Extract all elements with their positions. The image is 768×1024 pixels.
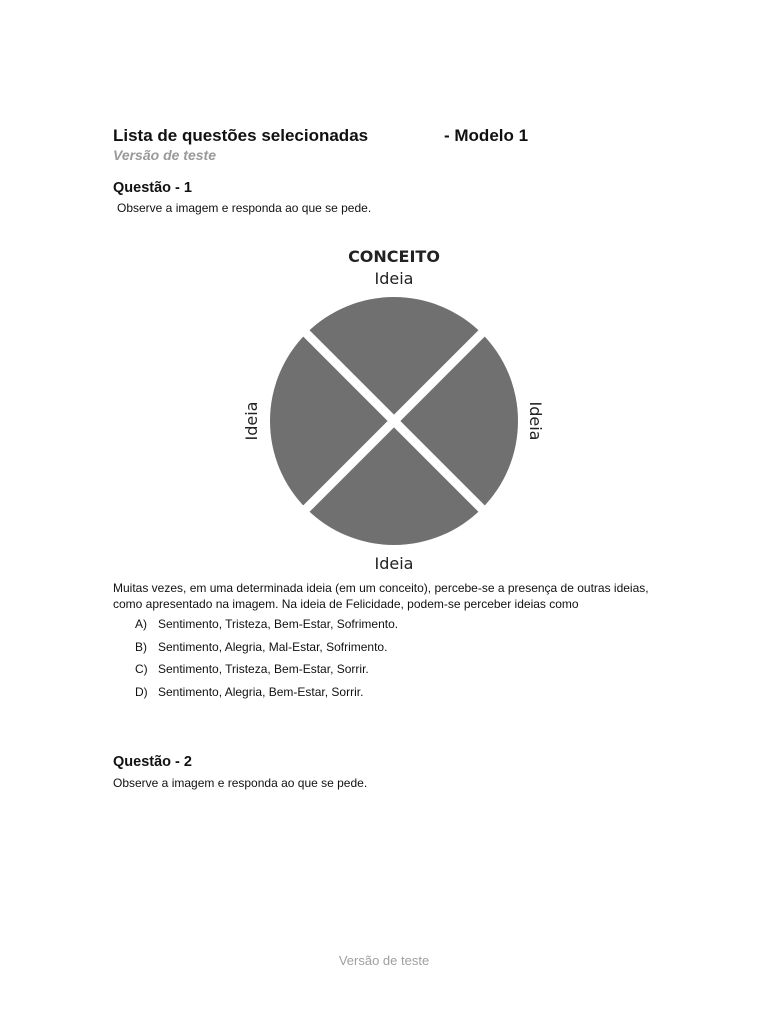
option-letter: D) bbox=[135, 684, 148, 699]
question-2-title: Questão - 2 bbox=[113, 754, 192, 770]
diagram-heading: CONCEITO bbox=[348, 247, 440, 266]
option-text: Sentimento, Alegria, Bem-Estar, Sorrir. bbox=[158, 684, 364, 699]
concept-diagram bbox=[230, 236, 550, 576]
option-letter: B) bbox=[135, 639, 147, 654]
option-text: Sentimento, Tristeza, Bem-Estar, Sofrimento. bbox=[158, 617, 399, 631]
option-letter: C) bbox=[135, 662, 148, 676]
concept-diagram-svg bbox=[230, 236, 550, 576]
option-a[interactable] bbox=[135, 617, 398, 640]
diagram-label-top: Ideia bbox=[374, 269, 414, 288]
diagram-label-right: Ideia bbox=[526, 401, 545, 441]
option-text: Sentimento, Tristeza, Bem-Estar, Sorrir. bbox=[158, 662, 369, 676]
option-d[interactable] bbox=[135, 685, 398, 708]
answer-options bbox=[135, 617, 398, 707]
question-1-text: Muitas vezes, em uma determinada ideia (em um conceito), percebe-se a presença de outras ideias, como apresentado na imagem. Na ideia de Felicidade, podem-se perceber ideias como bbox=[113, 581, 649, 611]
option-letter: A) bbox=[135, 617, 147, 631]
option-b[interactable] bbox=[135, 640, 398, 663]
question-1-title: Questão - 1 bbox=[113, 180, 192, 196]
document-title: Lista de questões selecionadas bbox=[113, 126, 369, 145]
option-c[interactable] bbox=[135, 662, 398, 685]
diagram-label-bottom: Ideia bbox=[374, 554, 414, 573]
question-2-instruction: Observe a imagem e responda ao que se pede. bbox=[113, 776, 368, 790]
diagram-label-left: Ideia bbox=[242, 401, 261, 441]
question-1-instruction: Observe a imagem e responda ao que se pede. bbox=[117, 201, 372, 215]
version-subtitle: Versão de teste bbox=[113, 147, 216, 163]
option-text: Sentimento, Alegria, Mal-Estar, Sofrimento. bbox=[158, 639, 388, 654]
footer-text: Versão de teste bbox=[338, 953, 430, 968]
model-label: - Modelo 1 bbox=[444, 126, 529, 145]
